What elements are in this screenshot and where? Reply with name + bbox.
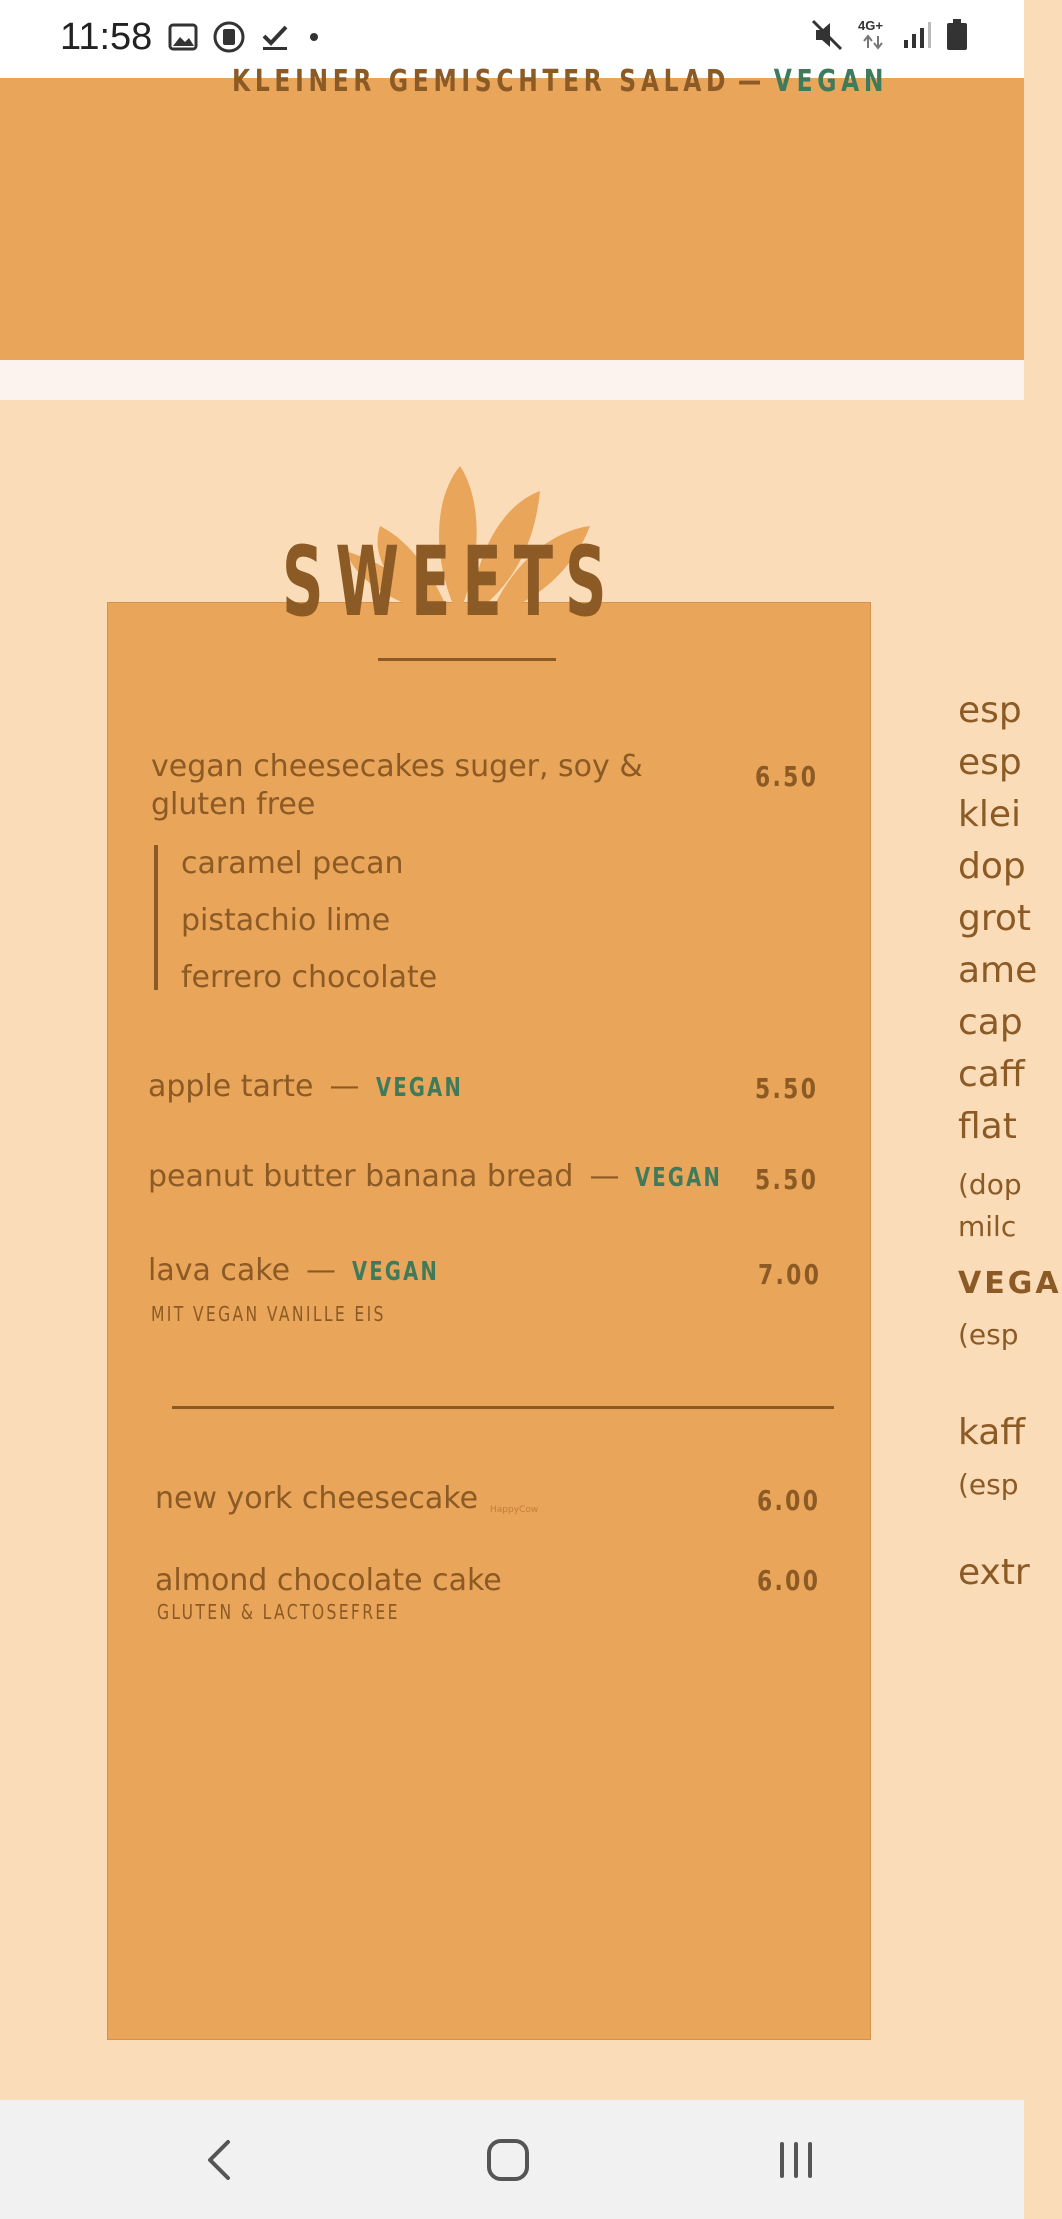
menu-item-apple-tarte — [148, 1068, 492, 1107]
previous-menu-section — [0, 64, 1024, 360]
drinks-line: (esp — [958, 1318, 1019, 1351]
item-name: almond chocolate cake — [155, 1563, 502, 1598]
item-name: peanut butter banana bread — [148, 1159, 574, 1194]
menu-item-lava-cake — [148, 1252, 468, 1291]
status-notification-icons — [168, 20, 324, 54]
drinks-line: dop — [958, 846, 1026, 887]
drinks-line: (dop — [958, 1168, 1022, 1201]
item-price: 7.00 — [758, 1258, 822, 1291]
item-dash: — — [589, 1159, 620, 1194]
drinks-line: kaff — [958, 1412, 1026, 1453]
back-button[interactable] — [200, 2138, 240, 2182]
item-name-line2: gluten free — [151, 787, 316, 822]
dot-icon — [304, 27, 324, 47]
flavor-list-bar — [154, 845, 158, 990]
item-name: new york cheesecake — [155, 1481, 479, 1516]
drinks-line: milc — [958, 1210, 1017, 1243]
recent-apps-button[interactable] — [774, 2138, 818, 2182]
title-underline — [378, 658, 556, 661]
drinks-line: cap — [958, 1002, 1023, 1043]
drinks-line: (esp — [958, 1468, 1019, 1501]
item-name: lava cake — [148, 1253, 291, 1288]
flavor-item: pistachio lime — [181, 903, 391, 938]
item-name: vegan cheesecakes suger, soy & — [151, 749, 643, 784]
system-nav-bar — [0, 2100, 1024, 2219]
drinks-line: caff — [958, 1054, 1025, 1095]
section-rule — [172, 1406, 834, 1409]
item-dash: — — [329, 1069, 360, 1104]
item-name: apple tarte — [148, 1069, 314, 1104]
drinks-line: grot — [958, 898, 1032, 939]
drinks-line: extr — [958, 1552, 1030, 1593]
watermark: HappyCow — [490, 1505, 539, 1515]
status-system-icons — [810, 18, 968, 52]
menu-item-new-york-cheesecake — [155, 1480, 478, 1518]
drinks-line: ame — [958, 950, 1038, 991]
partial-menu-item — [232, 64, 888, 99]
drinks-column-partial — [958, 400, 1062, 1600]
image-icon — [168, 22, 198, 52]
drinks-line: VEGA — [958, 1266, 1062, 1301]
sim-icon — [212, 20, 246, 54]
vegan-tag: VEGAN — [375, 1073, 463, 1103]
drinks-line: esp — [958, 690, 1022, 731]
download-check-icon — [260, 22, 290, 52]
item-subtitle: MIT VEGAN VANILLE EIS — [151, 1302, 386, 1326]
drinks-line: esp — [958, 742, 1022, 783]
item-dash: — — [306, 1253, 337, 1288]
section-divider-strip — [0, 360, 1024, 400]
battery-icon — [946, 19, 968, 51]
network-label: 4G+ — [858, 18, 883, 33]
item-price: 5.50 — [755, 1163, 819, 1196]
item-price: 6.00 — [757, 1484, 821, 1517]
menu-section — [0, 400, 1062, 2100]
item-price: 6.00 — [757, 1564, 821, 1597]
section-title: SWEETS — [282, 526, 619, 638]
vegan-tag: VEGAN — [352, 1257, 440, 1287]
drinks-line: flat — [958, 1106, 1017, 1147]
item-subtitle: GLUTEN & LACTOSEFREE — [157, 1600, 400, 1624]
home-button[interactable] — [486, 2138, 530, 2182]
network-4g-icon — [858, 18, 888, 52]
drinks-line: klei — [958, 794, 1021, 835]
vegan-tag: VEGAN — [635, 1163, 723, 1193]
menu-item-vegan-cheesecakes — [151, 748, 643, 824]
partial-item-name: KLEINER GEMISCHTER SALAD — [232, 64, 731, 99]
menu-item-peanut-butter-banana-bread — [148, 1158, 752, 1197]
signal-icon — [902, 20, 932, 50]
status-time: 11:58 — [60, 16, 153, 58]
flavor-item: caramel pecan — [181, 846, 404, 881]
item-price: 6.50 — [755, 760, 819, 793]
partial-item-vegan-tag: VEGAN — [773, 64, 889, 99]
mute-icon — [810, 18, 844, 52]
partial-item-dash: — — [737, 64, 766, 99]
menu-item-almond-chocolate-cake — [155, 1562, 502, 1600]
item-price: 5.50 — [755, 1072, 819, 1105]
flavor-item: ferrero chocolate — [181, 960, 438, 995]
